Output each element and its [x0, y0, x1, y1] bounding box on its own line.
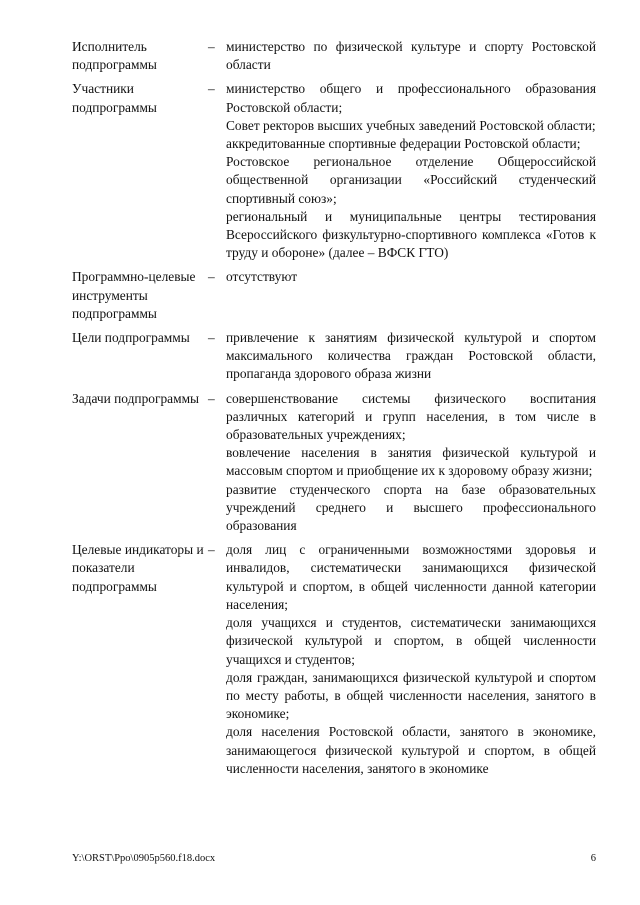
- row-paragraph: доля учащихся и студентов, систематически занимающихся физической культурой и спортом, в общей численности учащихся и студентов;: [226, 615, 596, 667]
- row-paragraph: доля населения Ростовской области, занятого в экономике, занимающегося физической культурой и спортом, в общей численности населения, занятого в экономике: [226, 724, 596, 776]
- row-content: [226, 38, 596, 74]
- subprogram-passport: [72, 38, 596, 784]
- row-content: [226, 80, 596, 262]
- row-dash: –: [208, 269, 215, 285]
- passport-row-indicators: [72, 541, 596, 778]
- row-content: [226, 541, 596, 778]
- row-dash: –: [208, 390, 215, 406]
- footer-file-path: Y:\ORST\Ppo\0905p560.f18.docx: [72, 853, 216, 864]
- row-paragraph: Совет ректоров высших учебных заведений Ростовской области;: [226, 117, 596, 133]
- row-content: [226, 268, 596, 286]
- row-content: [226, 390, 596, 536]
- row-paragraph: министерство по физической культуре и спорту Ростовской области: [226, 39, 596, 73]
- row-dash: –: [208, 542, 215, 558]
- row-label: Участники подпрограммы: [72, 81, 157, 115]
- row-paragraph: Ростовское региональное отделение Общероссийской общественной организации «Российский студенческий спортивный союз»;: [226, 154, 596, 206]
- row-paragraph: доля лиц с ограниченными возможностями здоровья и инвалидов, систематически занимающихся физической культурой и спортом, в общей численности данной категории населения;: [226, 542, 596, 612]
- row-paragraph: министерство общего и профессионального образования Ростовской области;: [226, 81, 596, 115]
- passport-row-goals: [72, 329, 596, 384]
- row-label: Исполнитель подпрограммы: [72, 39, 157, 73]
- row-label: Целевые индикаторы и показатели подпрограммы: [72, 542, 204, 594]
- row-paragraph: доля граждан, занимающихся физической культурой и спортом по месту работы, в общей численности населения, занятого в экономике;: [226, 669, 596, 722]
- row-label: Программно-целевые инструменты подпрограммы: [72, 269, 196, 321]
- row-dash: –: [208, 39, 215, 54]
- row-dash: –: [208, 81, 215, 97]
- row-paragraph: вовлечение населения в занятия физической культурой и массовым спортом и приобщение их к здоровому образу жизни;: [226, 445, 596, 479]
- footer-page-number: 6: [590, 853, 596, 864]
- row-paragraph: аккредитованные спортивные федерации Ростовской области;: [226, 136, 581, 152]
- passport-row-executor: [72, 38, 596, 74]
- row-paragraph: привлечение к занятиям физической культурой и спортом максимального количества граждан Ростовской области, пропаганда здорового образа жизни: [226, 330, 596, 382]
- row-label: Задачи подпрограммы: [72, 390, 200, 406]
- row-paragraph: совершенствование системы физического воспитания различных категорий и групп населения, в том числе в образовательных учреждениях;: [226, 390, 596, 443]
- row-label: Цели подпрограммы: [72, 330, 190, 346]
- row-paragraph: отсутствуют: [226, 269, 298, 285]
- passport-row-instruments: [72, 268, 596, 323]
- row-paragraph: региональный и муниципальные центры тестирования Всероссийского физкультурно-спортивного комплекса «Готов к труду и обороне» (далее – ВФСК ГТО): [226, 208, 596, 261]
- row-paragraph: развитие студенческого спорта на базе образовательных учреждений среднего и высшего профессионального образования: [226, 481, 596, 534]
- passport-row-tasks: [72, 390, 596, 536]
- row-dash: –: [208, 330, 215, 346]
- passport-row-participants: [72, 80, 596, 262]
- row-content: [226, 329, 596, 384]
